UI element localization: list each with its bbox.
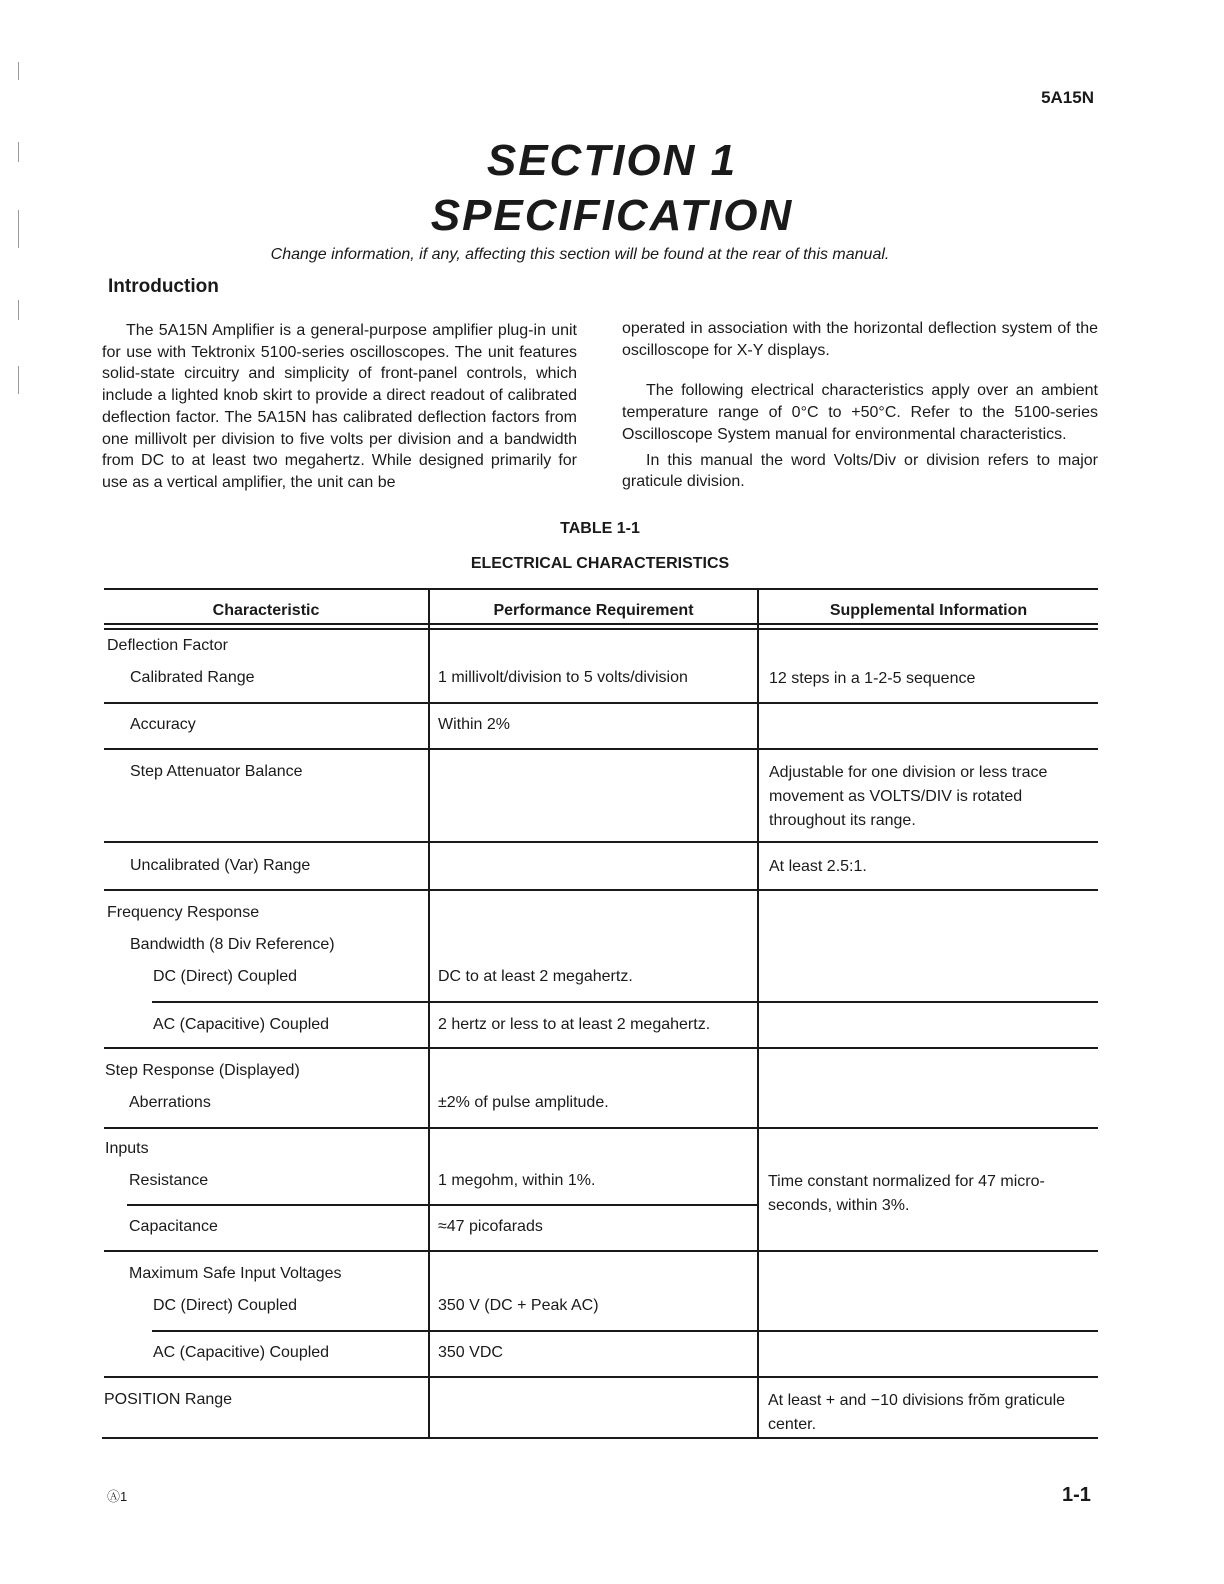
header-rule (104, 623, 1098, 625)
document-model: 5A15N (1041, 88, 1094, 107)
section-number: SECTION 1 (486, 136, 738, 185)
table-title: ELECTRICAL CHARACTERISTICS (470, 555, 730, 572)
table-top-rule (104, 588, 1098, 590)
position-range-supplemental: At least + and −10 divisions frŏm graticule center. (768, 1392, 1066, 1433)
revision-mark: Ⓐ1 (107, 1489, 128, 1504)
capacitance-performance: ≈47 picofarads (438, 1218, 543, 1235)
row-resistance: Resistance (129, 1172, 209, 1189)
intro-left-column (102, 320, 577, 494)
intro-right-column (622, 318, 1098, 493)
scan-mark (18, 366, 19, 394)
intro-paragraph-3: In this manual the word Volts/Div or division refers to major graticule division. (622, 451, 1098, 491)
row-divider (104, 748, 1098, 750)
row-divider (104, 1127, 1098, 1129)
row-divider (152, 1001, 1098, 1003)
column-divider (428, 588, 430, 1439)
page-number: 1-1 (1062, 1484, 1091, 1506)
change-note: Change information, if any, affecting this section will be found at the rear of this manual. (270, 246, 890, 263)
dc-coupled-performance: DC to at least 2 megahertz. (438, 968, 633, 985)
ac-coupled-performance: 2 hertz or less to at least 2 megahertz. (438, 1016, 711, 1033)
scan-mark (18, 210, 19, 248)
row-divider (104, 1047, 1098, 1049)
accuracy-performance: Within 2% (438, 716, 511, 733)
introduction-heading: Introduction (108, 276, 219, 297)
column-header-supplemental: Supplemental Information (829, 602, 1028, 619)
row-divider (104, 841, 1098, 843)
table-bottom-rule (102, 1437, 1098, 1439)
row-divider (152, 1330, 1098, 1332)
table-caption: TABLE 1-1 (560, 520, 640, 537)
row-dc-coupled: DC (Direct) Coupled (153, 968, 298, 985)
calibrated-range-performance: 1 millivolt/division to 5 volts/division (438, 669, 688, 686)
intro-paragraph-1: The 5A15N Amplifier is a general-purpose amplifier plug-in unit for use with Tektronix 5100-series oscilloscopes. The unit features solid-state circuitry and simplicity of front-panel controls, which include a lighted knob skirt to provide a direct readout of calibrated deflection factor. The 5A15N has calibrated deflection factors from one millivolt per division to five volts per division and a bandwidth from DC to at least two megahertz. While designed primarily for use as a vertical amplifier, the unit can be (102, 322, 577, 491)
scan-mark (18, 142, 19, 162)
section-title: SPECIFICATION (430, 191, 794, 240)
row-ac-coupled: AC (Capacitive) Coupled (153, 1016, 330, 1033)
intro-paragraph-1-continued: operated in association with the horizontal deflection system of the oscilloscope for X-Y displays. (622, 320, 1098, 359)
row-divider (104, 1250, 1098, 1252)
row-accuracy: Accuracy (130, 716, 196, 733)
row-uncalibrated-range: Uncalibrated (Var) Range (130, 857, 311, 874)
row-divider (104, 889, 1098, 891)
row-aberrations: Aberrations (129, 1094, 211, 1111)
row-frequency-response: Frequency Response (107, 904, 260, 921)
step-attenuator-supplemental: Adjustable for one division or less trace movement as VOLTS/DIV is rotated throughout its range. (769, 764, 1048, 829)
intro-paragraph-2: The following electrical characteristics apply over an ambient temperature range of 0°C to +50°C. Refer to the 5100-series Oscilloscope System manual for environmental characteristics. (622, 382, 1098, 443)
row-inputs: Inputs (105, 1140, 149, 1157)
column-header-performance: Performance Requirement (493, 602, 694, 619)
row-deflection-factor: Deflection Factor (107, 637, 228, 654)
row-maximum-safe-input-voltages: Maximum Safe Input Voltages (129, 1265, 342, 1282)
scan-mark (18, 62, 19, 80)
row-divider (127, 1204, 758, 1206)
row-max-safe-ac-coupled: AC (Capacitive) Coupled (153, 1344, 330, 1361)
row-divider (104, 702, 1098, 704)
input-rc-supplemental: Time constant normalized for 47 micro-seconds, within 3%. (768, 1173, 1045, 1214)
row-divider (104, 1376, 1098, 1378)
row-position-range: POSITION Range (104, 1391, 233, 1408)
row-step-attenuator-balance: Step Attenuator Balance (130, 763, 303, 780)
max-safe-ac-performance: 350 VDC (438, 1344, 503, 1361)
calibrated-range-supplemental: 12 steps in a 1-2-5 sequence (769, 670, 976, 687)
row-capacitance: Capacitance (129, 1218, 218, 1235)
column-divider (757, 588, 759, 1439)
row-bandwidth: Bandwidth (8 Div Reference) (130, 936, 335, 953)
row-calibrated-range: Calibrated Range (130, 669, 255, 686)
aberrations-performance: ±2% of pulse amplitude. (438, 1094, 609, 1111)
column-header-characteristic: Characteristic (212, 602, 320, 619)
uncalibrated-range-supplemental: At least 2.5:1. (769, 858, 867, 875)
header-double-rule (104, 628, 1098, 630)
max-safe-dc-performance: 350 V (DC + Peak AC) (438, 1297, 599, 1314)
scan-mark (18, 300, 19, 320)
row-step-response: Step Response (Displayed) (105, 1062, 300, 1079)
row-max-safe-dc-coupled: DC (Direct) Coupled (153, 1297, 298, 1314)
resistance-performance: 1 megohm, within 1%. (438, 1172, 596, 1189)
